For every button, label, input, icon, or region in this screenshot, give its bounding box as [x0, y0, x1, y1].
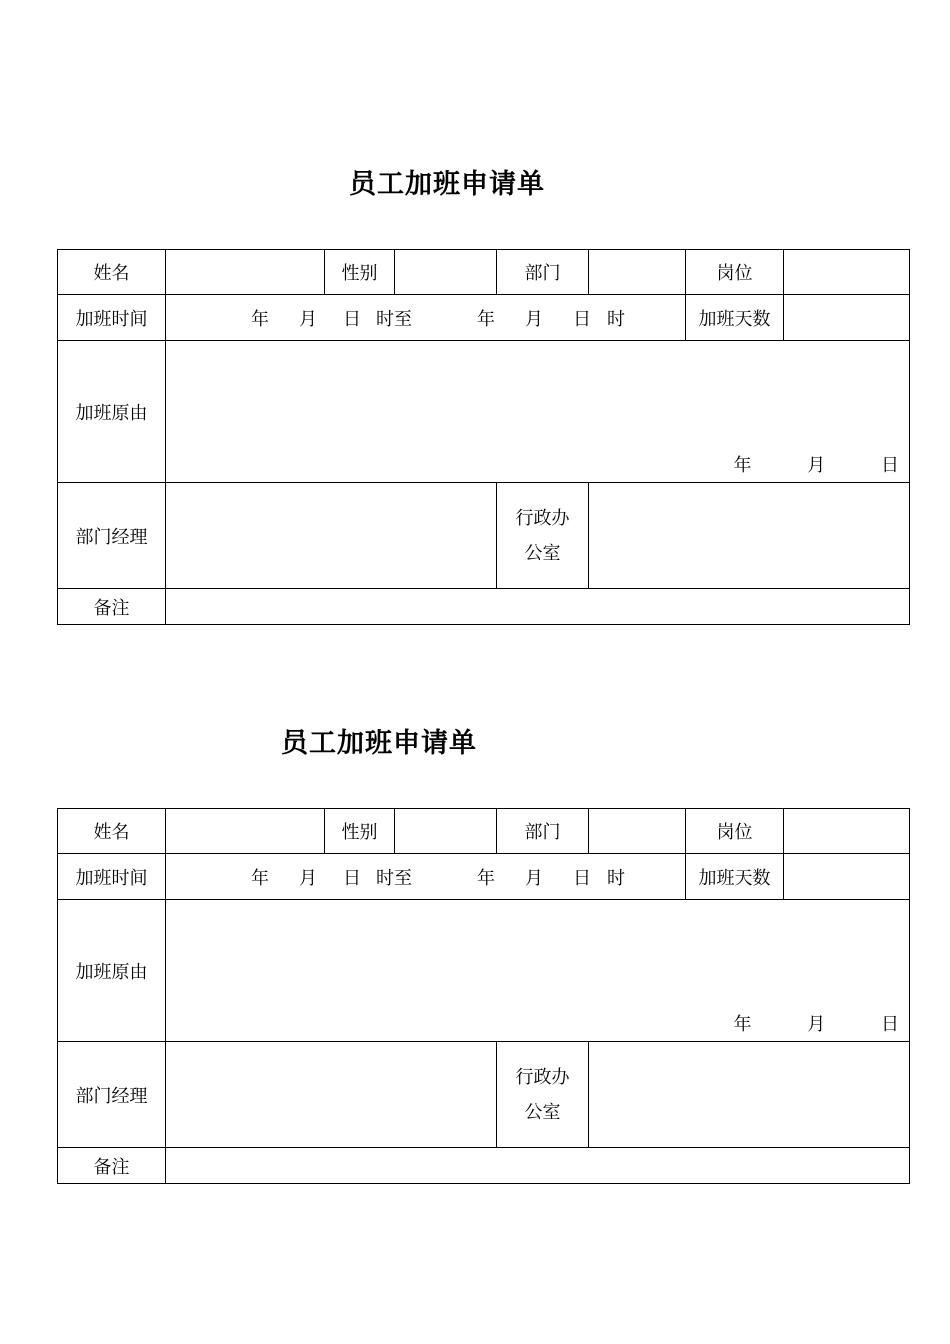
sign-day-unit: 日: [881, 1014, 899, 1035]
position-field[interactable]: [784, 250, 910, 295]
admin-office-label: 行政办 公室: [497, 483, 589, 589]
start-hour-to-unit: 时至: [376, 308, 412, 330]
department-label: 部门: [497, 250, 589, 295]
name-label: 姓名: [58, 809, 166, 854]
sign-date: [734, 451, 899, 477]
remarks-label: 备注: [58, 589, 166, 625]
overtime-time-label: 加班时间: [58, 295, 166, 341]
name-field[interactable]: [166, 809, 325, 854]
dept-manager-label: 部门经理: [58, 1042, 166, 1148]
overtime-time-field[interactable]: [166, 854, 686, 900]
start-day-unit: 日: [343, 308, 361, 330]
position-label: 岗位: [686, 250, 784, 295]
overtime-days-field[interactable]: [784, 854, 910, 900]
name-field[interactable]: [166, 250, 325, 295]
gender-label: 性别: [325, 250, 395, 295]
overtime-time-label: 加班时间: [58, 854, 166, 900]
end-month-unit: 月: [525, 867, 543, 889]
end-day-unit: 日: [573, 867, 591, 889]
dept-manager-field[interactable]: [166, 483, 497, 589]
end-hour-unit: 时: [607, 308, 625, 330]
sign-year-unit: 年: [733, 1014, 752, 1035]
admin-office-field[interactable]: [589, 1042, 910, 1148]
sign-month-unit: 月: [807, 455, 826, 476]
end-day-unit: 日: [573, 308, 591, 330]
dept-manager-field[interactable]: [166, 1042, 497, 1148]
end-hour-unit: 时: [607, 867, 625, 889]
admin-office-field[interactable]: [589, 483, 910, 589]
gender-field[interactable]: [395, 809, 497, 854]
position-label: 岗位: [686, 809, 784, 854]
form-table: [57, 808, 910, 1184]
remarks-field[interactable]: [166, 589, 910, 625]
start-year-unit: 年: [251, 308, 269, 330]
end-year-unit: 年: [477, 867, 495, 889]
remarks-field[interactable]: [166, 1148, 910, 1184]
sign-date: [734, 1010, 899, 1036]
gender-label: 性别: [325, 809, 395, 854]
reason-label: 加班原由: [58, 900, 166, 1042]
overtime-days-label: 加班天数: [686, 295, 784, 341]
admin-office-label: 行政办 公室: [497, 1042, 589, 1148]
reason-field[interactable]: [166, 900, 910, 1042]
reason-field[interactable]: [166, 341, 910, 483]
remarks-label: 备注: [58, 1148, 166, 1184]
start-month-unit: 月: [299, 867, 317, 889]
sign-day-unit: 日: [881, 455, 899, 476]
form-title: 员工加班申请单: [349, 169, 545, 200]
end-month-unit: 月: [525, 308, 543, 330]
sign-month-unit: 月: [807, 1014, 826, 1035]
start-year-unit: 年: [251, 867, 269, 889]
start-day-unit: 日: [343, 867, 361, 889]
overtime-days-label: 加班天数: [686, 854, 784, 900]
form-title: 员工加班申请单: [281, 728, 477, 759]
dept-manager-label: 部门经理: [58, 483, 166, 589]
department-label: 部门: [497, 809, 589, 854]
start-hour-to-unit: 时至: [376, 867, 412, 889]
overtime-days-field[interactable]: [784, 295, 910, 341]
sign-year-unit: 年: [733, 455, 752, 476]
department-field[interactable]: [589, 250, 686, 295]
gender-field[interactable]: [395, 250, 497, 295]
position-field[interactable]: [784, 809, 910, 854]
department-field[interactable]: [589, 809, 686, 854]
form-table: [57, 249, 910, 625]
end-year-unit: 年: [477, 308, 495, 330]
name-label: 姓名: [58, 250, 166, 295]
overtime-time-field[interactable]: [166, 295, 686, 341]
start-month-unit: 月: [299, 308, 317, 330]
reason-label: 加班原由: [58, 341, 166, 483]
